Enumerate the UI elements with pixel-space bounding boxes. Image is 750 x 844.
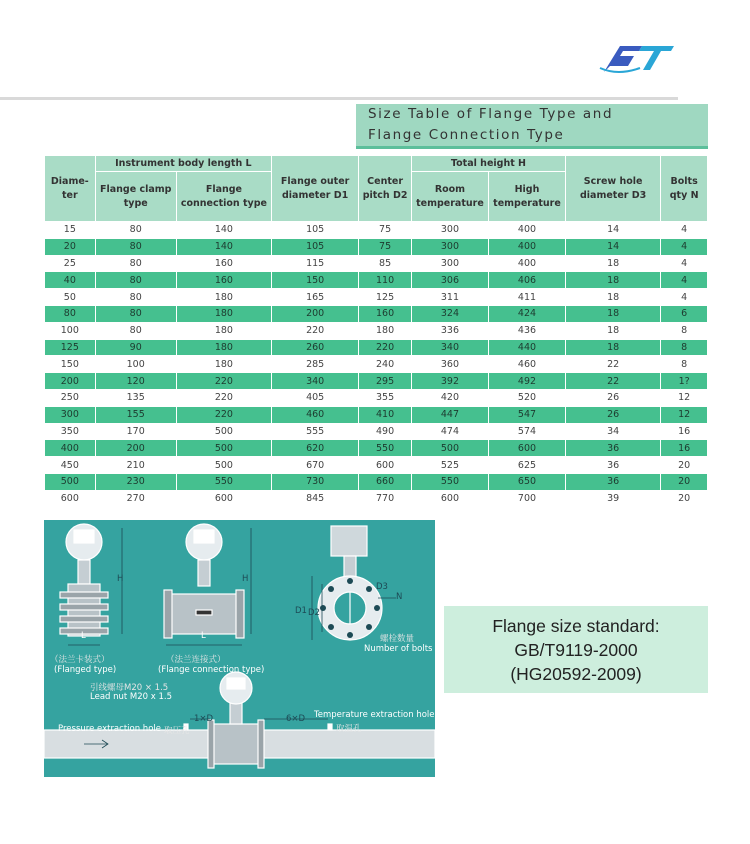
flange-size-table bbox=[44, 155, 708, 508]
flange-standard-box bbox=[444, 606, 708, 693]
table-cell: 36 bbox=[566, 440, 661, 457]
table-cell: 220 bbox=[176, 373, 271, 390]
table-cell: 20 bbox=[45, 238, 96, 255]
table-cell: 600 bbox=[359, 457, 412, 474]
table-cell: 180 bbox=[359, 322, 412, 339]
table-row bbox=[45, 373, 708, 390]
table-cell: 18 bbox=[566, 255, 661, 272]
table-cell: 625 bbox=[488, 457, 565, 474]
header-room-temp: Room temperature bbox=[411, 172, 488, 222]
table-cell: 26 bbox=[566, 406, 661, 423]
table-cell: 12 bbox=[661, 406, 708, 423]
table-cell: 80 bbox=[95, 289, 176, 306]
length-label-2: L bbox=[201, 631, 206, 641]
pressure-hole-cn: 取压孔 bbox=[164, 726, 190, 736]
table-cell: 500 bbox=[45, 473, 96, 490]
table-cell: 474 bbox=[411, 423, 488, 440]
downstream-distance-label: 6×D bbox=[286, 714, 306, 724]
table-cell: 160 bbox=[176, 272, 271, 289]
table-row bbox=[45, 339, 708, 356]
table-cell: 16 bbox=[661, 440, 708, 457]
table-cell: 340 bbox=[411, 339, 488, 356]
table-cell: 200 bbox=[95, 440, 176, 457]
table-cell: 411 bbox=[488, 289, 565, 306]
table-cell: 26 bbox=[566, 389, 661, 406]
table-cell: 125 bbox=[45, 339, 96, 356]
title-underline bbox=[356, 146, 708, 149]
table-cell: 39 bbox=[566, 490, 661, 507]
table-cell: 700 bbox=[488, 490, 565, 507]
n-label: N bbox=[396, 592, 403, 602]
table-cell: 440 bbox=[488, 339, 565, 356]
table-cell: 770 bbox=[359, 490, 412, 507]
title-line-2: Flange Connection Type bbox=[368, 127, 565, 143]
table-cell: 550 bbox=[176, 473, 271, 490]
table-cell: 18 bbox=[566, 322, 661, 339]
table-cell: 400 bbox=[488, 238, 565, 255]
temperature-hole-en: Temperature extraction hole bbox=[314, 710, 435, 720]
table-cell: 140 bbox=[176, 238, 271, 255]
table-cell: 18 bbox=[566, 272, 661, 289]
d3-label: D3 bbox=[376, 582, 388, 592]
table-cell: 420 bbox=[411, 389, 488, 406]
table-cell: 14 bbox=[566, 222, 661, 239]
table-cell: 460 bbox=[488, 356, 565, 373]
table-cell: 525 bbox=[411, 457, 488, 474]
table-body bbox=[45, 222, 708, 508]
table-cell: 20 bbox=[661, 457, 708, 474]
table-cell: 20 bbox=[661, 473, 708, 490]
temperature-hole-cn: 取温孔 bbox=[336, 724, 362, 734]
table-cell: 40 bbox=[45, 272, 96, 289]
table-cell: 555 bbox=[272, 423, 359, 440]
table-cell: 100 bbox=[95, 356, 176, 373]
table-cell: 125 bbox=[359, 289, 412, 306]
table-cell: 80 bbox=[45, 305, 96, 322]
table-cell: 4 bbox=[661, 222, 708, 239]
table-cell: 392 bbox=[411, 373, 488, 390]
table-cell: 600 bbox=[45, 490, 96, 507]
table-cell: 270 bbox=[95, 490, 176, 507]
header-flange-connection: Flange connection type bbox=[176, 172, 271, 222]
table-cell: 200 bbox=[45, 373, 96, 390]
table-cell: 300 bbox=[411, 238, 488, 255]
table-cell: 350 bbox=[45, 423, 96, 440]
table-cell: 180 bbox=[176, 305, 271, 322]
title-line-1: Size Table of Flange Type and bbox=[368, 106, 614, 122]
table-cell: 220 bbox=[176, 389, 271, 406]
table-cell: 80 bbox=[95, 222, 176, 239]
table-cell: 730 bbox=[272, 473, 359, 490]
header-center-pitch: Center pitch D2 bbox=[359, 156, 412, 222]
table-cell: 150 bbox=[45, 356, 96, 373]
table-cell: 230 bbox=[95, 473, 176, 490]
d1-label: D1 bbox=[295, 606, 307, 616]
header-divider bbox=[0, 97, 678, 100]
table-cell: 355 bbox=[359, 389, 412, 406]
table-cell: 1? bbox=[661, 373, 708, 390]
standard-line-1: Flange size standard: bbox=[492, 616, 660, 636]
table-cell: 574 bbox=[488, 423, 565, 440]
table-row bbox=[45, 272, 708, 289]
table-cell: 15 bbox=[45, 222, 96, 239]
table-cell: 424 bbox=[488, 305, 565, 322]
table-cell: 80 bbox=[95, 322, 176, 339]
table-row bbox=[45, 289, 708, 306]
table-cell: 240 bbox=[359, 356, 412, 373]
table-cell: 360 bbox=[411, 356, 488, 373]
table-cell: 4 bbox=[661, 238, 708, 255]
table-cell: 160 bbox=[359, 305, 412, 322]
table-row bbox=[45, 406, 708, 423]
table-cell: 324 bbox=[411, 305, 488, 322]
table-cell: 20 bbox=[661, 490, 708, 507]
table-cell: 140 bbox=[176, 222, 271, 239]
table-cell: 285 bbox=[272, 356, 359, 373]
table-cell: 490 bbox=[359, 423, 412, 440]
table-cell: 36 bbox=[566, 473, 661, 490]
header-instrument-length: Instrument body length L bbox=[95, 156, 271, 172]
pressure-hole-en: Pressure extraction hole bbox=[58, 724, 161, 734]
table-cell: 500 bbox=[176, 423, 271, 440]
standard-line-3: (HG20592-2009) bbox=[510, 664, 642, 684]
table-cell: 260 bbox=[272, 339, 359, 356]
table-cell: 22 bbox=[566, 373, 661, 390]
table-row bbox=[45, 238, 708, 255]
table-cell: 12 bbox=[661, 389, 708, 406]
table-cell: 400 bbox=[488, 222, 565, 239]
table-cell: 600 bbox=[411, 490, 488, 507]
table-cell: 170 bbox=[95, 423, 176, 440]
table-cell: 180 bbox=[176, 339, 271, 356]
lead-nut-cn: 引线螺母M20 × 1.5 bbox=[90, 683, 169, 693]
header-diameter: Diame-ter bbox=[45, 156, 96, 222]
table-cell: 4 bbox=[661, 289, 708, 306]
header-total-height: Total height H bbox=[411, 156, 565, 172]
flanged-type-en: (Flanged type) bbox=[54, 665, 117, 675]
company-logo bbox=[598, 38, 678, 78]
bolts-count-cn: 螺栓数量 bbox=[380, 634, 415, 644]
table-row bbox=[45, 356, 708, 373]
table-cell: 155 bbox=[95, 406, 176, 423]
table-cell: 600 bbox=[488, 440, 565, 457]
table-cell: 410 bbox=[359, 406, 412, 423]
table-cell: 450 bbox=[45, 457, 96, 474]
table-cell: 4 bbox=[661, 255, 708, 272]
height-label-2: H bbox=[242, 574, 249, 584]
table-cell: 18 bbox=[566, 289, 661, 306]
table-cell: 220 bbox=[272, 322, 359, 339]
connection-type-cn: （法兰连接式） bbox=[166, 655, 226, 665]
table-cell: 220 bbox=[176, 406, 271, 423]
table-cell: 180 bbox=[176, 289, 271, 306]
table-cell: 340 bbox=[272, 373, 359, 390]
table-cell: 200 bbox=[272, 305, 359, 322]
table-cell: 406 bbox=[488, 272, 565, 289]
table-cell: 500 bbox=[411, 440, 488, 457]
table-cell: 80 bbox=[95, 305, 176, 322]
table-cell: 405 bbox=[272, 389, 359, 406]
table-cell: 36 bbox=[566, 457, 661, 474]
table-row bbox=[45, 490, 708, 507]
table-cell: 110 bbox=[359, 272, 412, 289]
table-cell: 105 bbox=[272, 222, 359, 239]
table-row bbox=[45, 305, 708, 322]
table-cell: 400 bbox=[488, 255, 565, 272]
table-cell: 16 bbox=[661, 423, 708, 440]
table-cell: 336 bbox=[411, 322, 488, 339]
table-cell: 550 bbox=[359, 440, 412, 457]
table-cell: 100 bbox=[45, 322, 96, 339]
header-high-temp: High temperature bbox=[488, 172, 565, 222]
bolts-count-en: Number of bolts bbox=[364, 644, 433, 654]
table-cell: 85 bbox=[359, 255, 412, 272]
table-cell: 180 bbox=[176, 322, 271, 339]
table-cell: 500 bbox=[176, 440, 271, 457]
table-row bbox=[45, 473, 708, 490]
table-cell: 90 bbox=[95, 339, 176, 356]
table-cell: 670 bbox=[272, 457, 359, 474]
table-cell: 547 bbox=[488, 406, 565, 423]
header-flange-outer: Flange outer diameter D1 bbox=[272, 156, 359, 222]
table-cell: 600 bbox=[176, 490, 271, 507]
table-cell: 135 bbox=[95, 389, 176, 406]
table-cell: 220 bbox=[359, 339, 412, 356]
table-cell: 500 bbox=[176, 457, 271, 474]
table-cell: 120 bbox=[95, 373, 176, 390]
lead-nut-en: Lead nut M20 x 1.5 bbox=[90, 692, 173, 702]
table-cell: 160 bbox=[176, 255, 271, 272]
table-cell: 80 bbox=[95, 238, 176, 255]
standard-line-2: GB/T9119-2000 bbox=[514, 640, 638, 660]
table-row bbox=[45, 457, 708, 474]
table-cell: 436 bbox=[488, 322, 565, 339]
table-title bbox=[356, 104, 708, 146]
table-row bbox=[45, 389, 708, 406]
table-cell: 400 bbox=[45, 440, 96, 457]
table-cell: 105 bbox=[272, 238, 359, 255]
table-row bbox=[45, 322, 708, 339]
table-cell: 18 bbox=[566, 305, 661, 322]
table-cell: 492 bbox=[488, 373, 565, 390]
table-cell: 80 bbox=[95, 255, 176, 272]
table-cell: 25 bbox=[45, 255, 96, 272]
table-cell: 75 bbox=[359, 222, 412, 239]
table-cell: 34 bbox=[566, 423, 661, 440]
installation-diagram bbox=[44, 520, 435, 777]
table-cell: 300 bbox=[411, 222, 488, 239]
upstream-distance-label: 1×D bbox=[194, 714, 214, 724]
table-cell: 460 bbox=[272, 406, 359, 423]
table-cell: 311 bbox=[411, 289, 488, 306]
connection-type-en: (Flange connection type) bbox=[158, 665, 265, 675]
table-cell: 4 bbox=[661, 272, 708, 289]
table-row bbox=[45, 222, 708, 239]
table-cell: 300 bbox=[45, 406, 96, 423]
length-label-1: L bbox=[81, 631, 86, 641]
header-bolts-qty: Bolts qty N bbox=[661, 156, 708, 222]
table-cell: 306 bbox=[411, 272, 488, 289]
table-cell: 447 bbox=[411, 406, 488, 423]
table-cell: 295 bbox=[359, 373, 412, 390]
table-cell: 210 bbox=[95, 457, 176, 474]
flanged-type-cn: （法兰卡装式） bbox=[50, 655, 110, 665]
table-cell: 8 bbox=[661, 356, 708, 373]
table-cell: 620 bbox=[272, 440, 359, 457]
table-cell: 520 bbox=[488, 389, 565, 406]
header-flange-clamp: Flange clamp type bbox=[95, 172, 176, 222]
table-cell: 250 bbox=[45, 389, 96, 406]
table-cell: 300 bbox=[411, 255, 488, 272]
table-cell: 8 bbox=[661, 322, 708, 339]
table-cell: 660 bbox=[359, 473, 412, 490]
table-cell: 650 bbox=[488, 473, 565, 490]
table-cell: 550 bbox=[411, 473, 488, 490]
height-label-1: H bbox=[117, 574, 124, 584]
table-cell: 18 bbox=[566, 339, 661, 356]
table-cell: 180 bbox=[176, 356, 271, 373]
table-cell: 80 bbox=[95, 272, 176, 289]
table-cell: 115 bbox=[272, 255, 359, 272]
table-row bbox=[45, 440, 708, 457]
table-cell: 845 bbox=[272, 490, 359, 507]
table-cell: 22 bbox=[566, 356, 661, 373]
table-row bbox=[45, 423, 708, 440]
d2-label: D2 bbox=[308, 608, 320, 618]
table-cell: 150 bbox=[272, 272, 359, 289]
table-cell: 75 bbox=[359, 238, 412, 255]
table-cell: 6 bbox=[661, 305, 708, 322]
table-cell: 14 bbox=[566, 238, 661, 255]
table-cell: 50 bbox=[45, 289, 96, 306]
table-row bbox=[45, 255, 708, 272]
table-cell: 8 bbox=[661, 339, 708, 356]
table-cell: 165 bbox=[272, 289, 359, 306]
header-screw-hole: Screw hole diameter D3 bbox=[566, 156, 661, 222]
